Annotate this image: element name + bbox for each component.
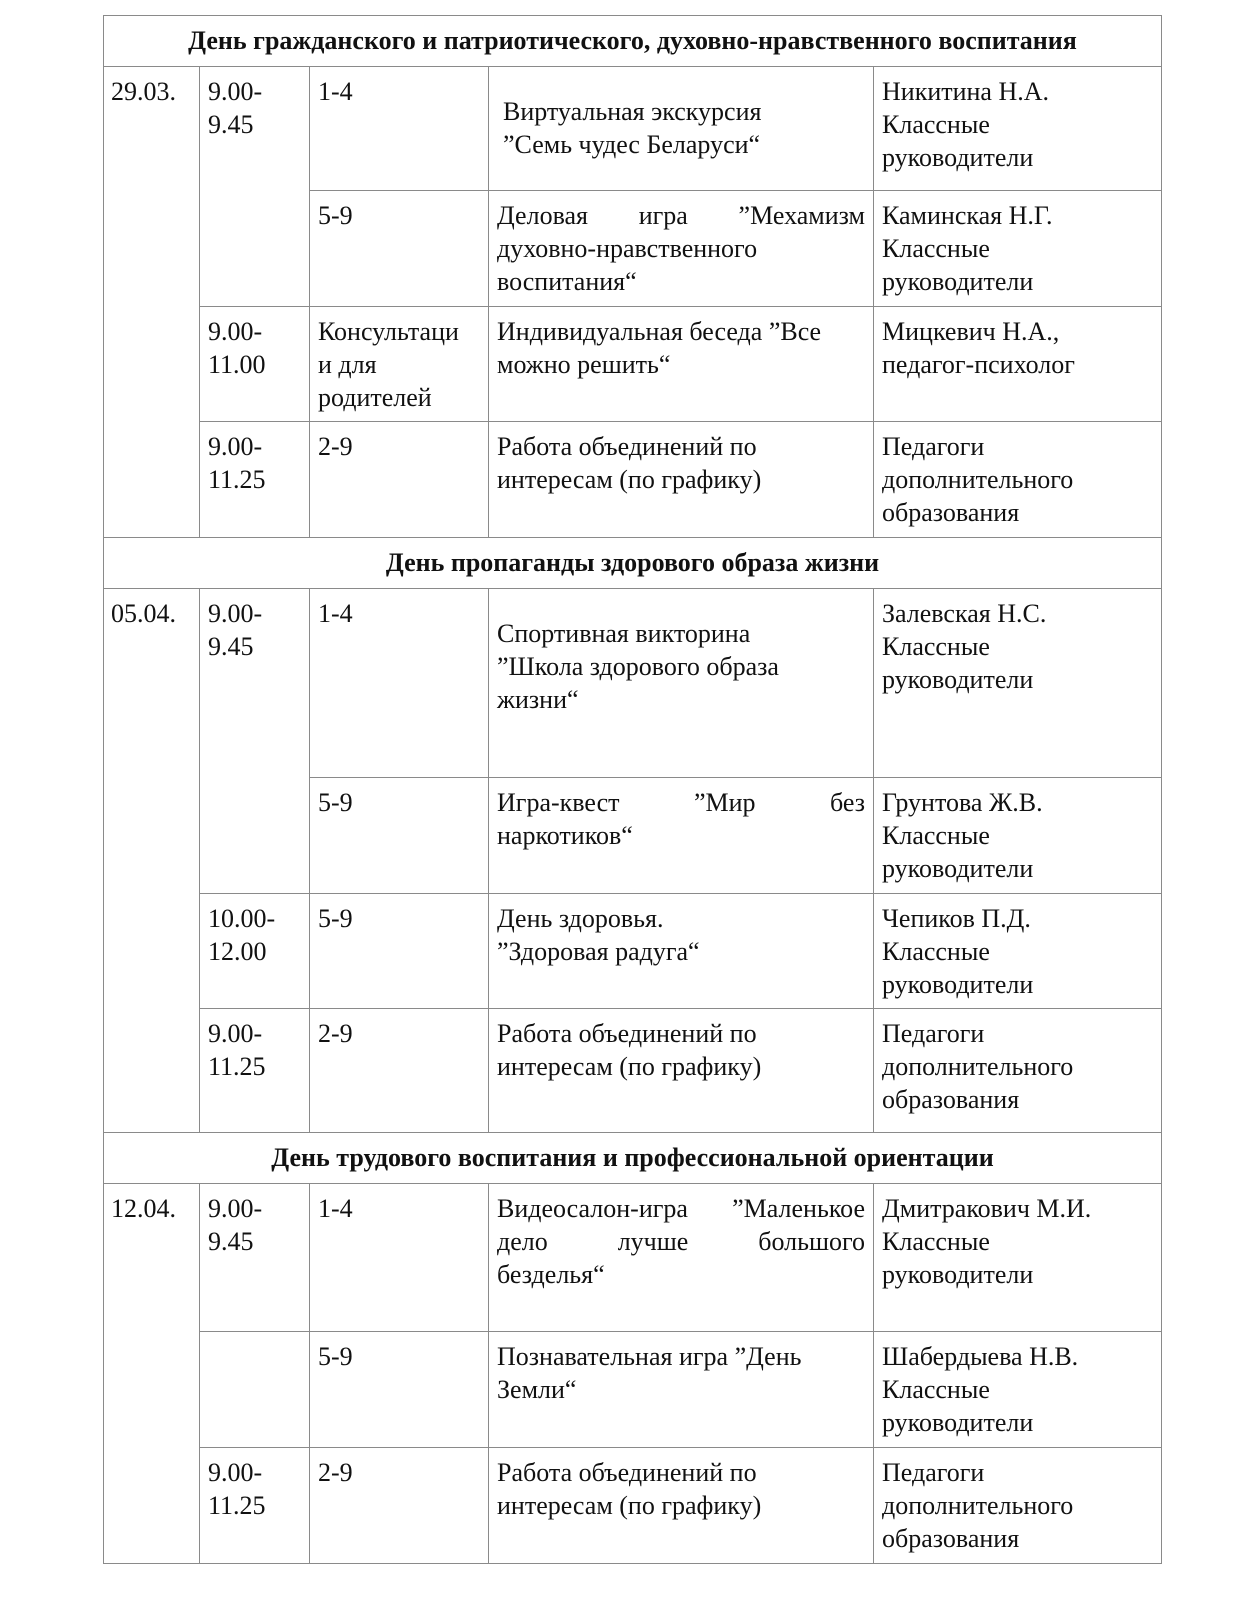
grades-cell: 1-4 (310, 589, 489, 778)
event-cell (489, 778, 874, 894)
time-cell (200, 589, 310, 894)
event-line: безделья“ (497, 1260, 605, 1289)
responsible-line: руководители (882, 665, 1034, 694)
responsible-line: образования (882, 1524, 1020, 1553)
responsible-cell (874, 67, 1162, 191)
responsible-cell (874, 1332, 1162, 1448)
table-row (104, 1009, 1162, 1133)
responsible-line: Классные (882, 821, 990, 850)
event-line: интересам (по графику) (497, 465, 762, 494)
schedule-document (103, 15, 1162, 1564)
time-line: 11.25 (208, 1491, 266, 1520)
schedule-table (103, 15, 1162, 1564)
responsible-line: Чепиков П.Д. (882, 904, 1031, 933)
grades-cell: 2-9 (310, 422, 489, 538)
time-line: 11.00 (208, 350, 266, 379)
event-cell (489, 307, 874, 422)
table-row (104, 1332, 1162, 1448)
responsible-line: Каминская Н.Г. (882, 201, 1053, 230)
responsible-cell (874, 894, 1162, 1009)
event-line: Игра-квест ”Мир без (497, 788, 865, 817)
event-cell (489, 67, 874, 191)
responsible-line: Педагоги (882, 1458, 985, 1487)
date-cell: 29.03. (104, 67, 200, 538)
time-line: 9.45 (208, 110, 254, 139)
table-row (104, 422, 1162, 538)
responsible-line: Классные (882, 234, 990, 263)
event-line: Индивидуальная беседа ”Все (497, 317, 822, 346)
table-row (104, 1184, 1162, 1332)
grades-cell (310, 307, 489, 422)
responsible-line: руководители (882, 1260, 1034, 1289)
table-row (104, 589, 1162, 778)
responsible-cell (874, 1184, 1162, 1332)
responsible-line: образования (882, 498, 1020, 527)
time-cell (200, 1009, 310, 1133)
section-header (104, 538, 1162, 589)
event-line: интересам (по графику) (497, 1491, 762, 1520)
time-cell (200, 1184, 310, 1332)
responsible-line: руководители (882, 854, 1034, 883)
responsible-line: Дмитракович М.И. (882, 1194, 1092, 1223)
responsible-line: Классные (882, 110, 990, 139)
event-line: наркотиков“ (497, 821, 633, 850)
grades-cell: 2-9 (310, 1009, 489, 1133)
date-cell: 12.04. (104, 1184, 200, 1564)
event-cell (489, 191, 874, 307)
event-line: жизни“ (497, 685, 579, 714)
event-line: можно решить“ (497, 350, 671, 379)
event-line: дело лучше большого (497, 1227, 865, 1256)
event-line: Работа объединений по (497, 1458, 757, 1487)
date-cell: 05.04. (104, 589, 200, 1133)
time-line: 9.00- (208, 432, 263, 461)
responsible-cell (874, 422, 1162, 538)
responsible-line: Шабердыева Н.В. (882, 1342, 1079, 1371)
responsible-line: Никитина Н.А. (882, 77, 1050, 106)
time-line: 9.00- (208, 317, 263, 346)
event-line: Земли“ (497, 1375, 577, 1404)
event-line: духовно-нравственного (497, 234, 758, 263)
time-line: 10.00- (208, 904, 276, 933)
grades-cell: 5-9 (310, 778, 489, 894)
table-row (104, 1448, 1162, 1564)
section-title: День трудового воспитания и профессиональной ориентации (104, 1133, 1162, 1184)
responsible-line: Педагоги (882, 1019, 985, 1048)
grades-cell: 5-9 (310, 1332, 489, 1448)
grades-line: Консультаци (318, 317, 459, 346)
time-line: 9.45 (208, 632, 254, 661)
responsible-cell (874, 589, 1162, 778)
responsible-cell (874, 778, 1162, 894)
responsible-line: Грунтова Ж.В. (882, 788, 1043, 817)
responsible-cell (874, 191, 1162, 307)
event-line: Деловая игра ”Мехамизм (497, 201, 865, 230)
event-line: ”Здоровая радуга“ (497, 937, 700, 966)
responsible-line: Мицкевич Н.А., (882, 317, 1060, 346)
responsible-line: Классные (882, 632, 990, 661)
time-line: 9.45 (208, 1227, 254, 1256)
event-cell (489, 1332, 874, 1448)
responsible-cell (874, 1009, 1162, 1133)
table-row (104, 67, 1162, 191)
responsible-line: дополнительного (882, 1052, 1074, 1081)
section-title: День пропаганды здорового образа жизни (104, 538, 1162, 589)
time-line: 11.25 (208, 465, 266, 494)
time-cell (200, 422, 310, 538)
event-line: Работа объединений по (497, 432, 757, 461)
grades-cell: 1-4 (310, 1184, 489, 1332)
event-cell (489, 1009, 874, 1133)
event-line: Виртуальная экскурсия (503, 97, 762, 126)
responsible-line: дополнительного (882, 1491, 1074, 1520)
responsible-line: Педагоги (882, 432, 985, 461)
time-cell (200, 67, 310, 307)
event-line: Спортивная викторина (497, 619, 751, 648)
event-line: Видеосалон-игра ”Маленькое (497, 1194, 865, 1223)
time-line: 9.00- (208, 1194, 263, 1223)
responsible-line: руководители (882, 143, 1034, 172)
time-line: 9.00- (208, 77, 263, 106)
responsible-line: руководители (882, 970, 1034, 999)
grades-cell: 2-9 (310, 1448, 489, 1564)
section-title: День гражданского и патриотического, духовно-нравственного воспитания (104, 16, 1162, 67)
responsible-cell (874, 307, 1162, 422)
table-row (104, 307, 1162, 422)
time-line: 9.00- (208, 1458, 263, 1487)
event-cell (489, 894, 874, 1009)
time-cell (200, 307, 310, 422)
time-line: 9.00- (208, 1019, 263, 1048)
table-row (104, 894, 1162, 1009)
time-line: 11.25 (208, 1052, 266, 1081)
responsible-line: Классные (882, 1375, 990, 1404)
responsible-line: Классные (882, 937, 990, 966)
event-line: интересам (по графику) (497, 1052, 762, 1081)
responsible-line: руководители (882, 1408, 1034, 1437)
event-line: Работа объединений по (497, 1019, 757, 1048)
responsible-line: Залевская Н.С. (882, 599, 1047, 628)
responsible-line: образования (882, 1085, 1020, 1114)
section-header (104, 1133, 1162, 1184)
time-line: 9.00- (208, 599, 263, 628)
section-header (104, 16, 1162, 67)
grades-cell: 5-9 (310, 191, 489, 307)
event-line: ”Школа здорового образа (497, 652, 779, 681)
time-cell (200, 1448, 310, 1564)
time-cell-empty (200, 1332, 310, 1448)
responsible-line: педагог-психолог (882, 350, 1075, 379)
event-line: День здоровья. (497, 904, 664, 933)
responsible-line: Классные (882, 1227, 990, 1256)
event-line: воспитания“ (497, 267, 637, 296)
responsible-cell (874, 1448, 1162, 1564)
event-cell (489, 1184, 874, 1332)
event-cell (489, 1448, 874, 1564)
grades-line: и для (318, 350, 377, 379)
event-line: ”Семь чудес Беларуси“ (503, 130, 761, 159)
event-line: Познавательная игра ”День (497, 1342, 802, 1371)
responsible-line: дополнительного (882, 465, 1074, 494)
grades-cell: 1-4 (310, 67, 489, 191)
time-line: 12.00 (208, 937, 267, 966)
responsible-line: руководители (882, 267, 1034, 296)
event-cell (489, 422, 874, 538)
grades-cell: 5-9 (310, 894, 489, 1009)
event-cell (489, 589, 874, 778)
time-cell (200, 894, 310, 1009)
grades-line: родителей (318, 383, 432, 412)
